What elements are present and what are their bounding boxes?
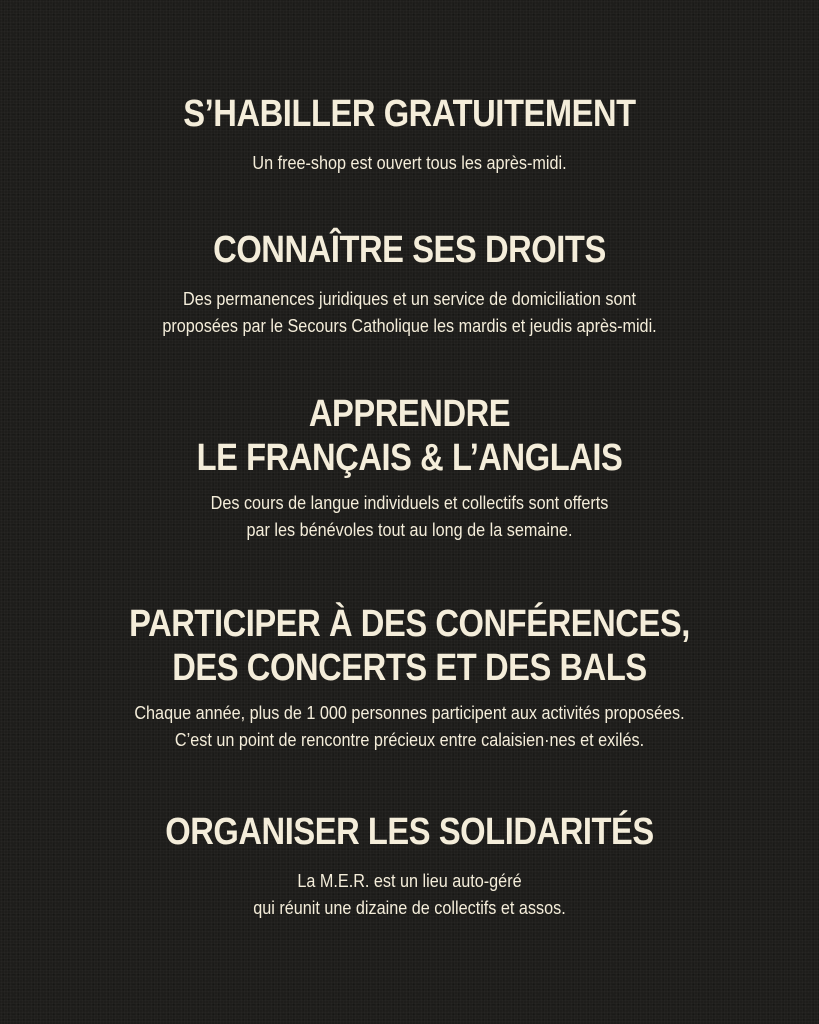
section-heading [57,602,761,690]
description-line: proposées par le Secours Catholique les mardis et jeudis après-midi. [162,316,657,336]
heading-line: S’HABILLER GRATUITEMENT [183,93,636,135]
description-line: Des permanences juridiques et un service de domiciliation sont [183,289,636,309]
section-clothing [0,92,819,177]
section-description [41,150,778,177]
description-line: par les bénévoles tout au long de la semaine. [246,520,573,540]
section-rights [0,228,819,340]
section-description [41,286,778,340]
heading-line: DES CONCERTS ET DES BALS [172,647,647,689]
heading-line: ORGANISER LES SOLIDARITÉS [165,811,654,853]
heading-line: PARTICIPER À DES CONFÉRENCES, [129,603,690,645]
section-events [0,602,819,754]
section-heading [57,392,761,480]
section-heading [57,92,761,136]
description-line: C’est un point de rencontre précieux entre calaisien·nes et exilés. [174,730,645,750]
description-line: Chaque année, plus de 1 000 personnes participent aux activités proposées. [134,703,685,723]
description-line: qui réunit une dizaine de collectifs et assos. [253,898,566,918]
section-description [41,700,778,754]
heading-line: APPRENDRE [308,393,511,435]
section-heading [57,228,761,272]
heading-line: CONNAÎTRE SES DROITS [213,229,606,271]
description-line: La M.E.R. est un lieu auto-géré [297,871,522,891]
section-description [41,868,778,922]
section-description [41,490,778,544]
section-solidarity [0,810,819,922]
description-line: Un free-shop est ouvert tous les après-midi. [252,153,567,173]
section-heading [57,810,761,854]
section-languages [0,392,819,544]
heading-line: LE FRANÇAIS & L’ANGLAIS [196,437,623,479]
description-line: Des cours de langue individuels et collectifs sont offerts [210,493,609,513]
